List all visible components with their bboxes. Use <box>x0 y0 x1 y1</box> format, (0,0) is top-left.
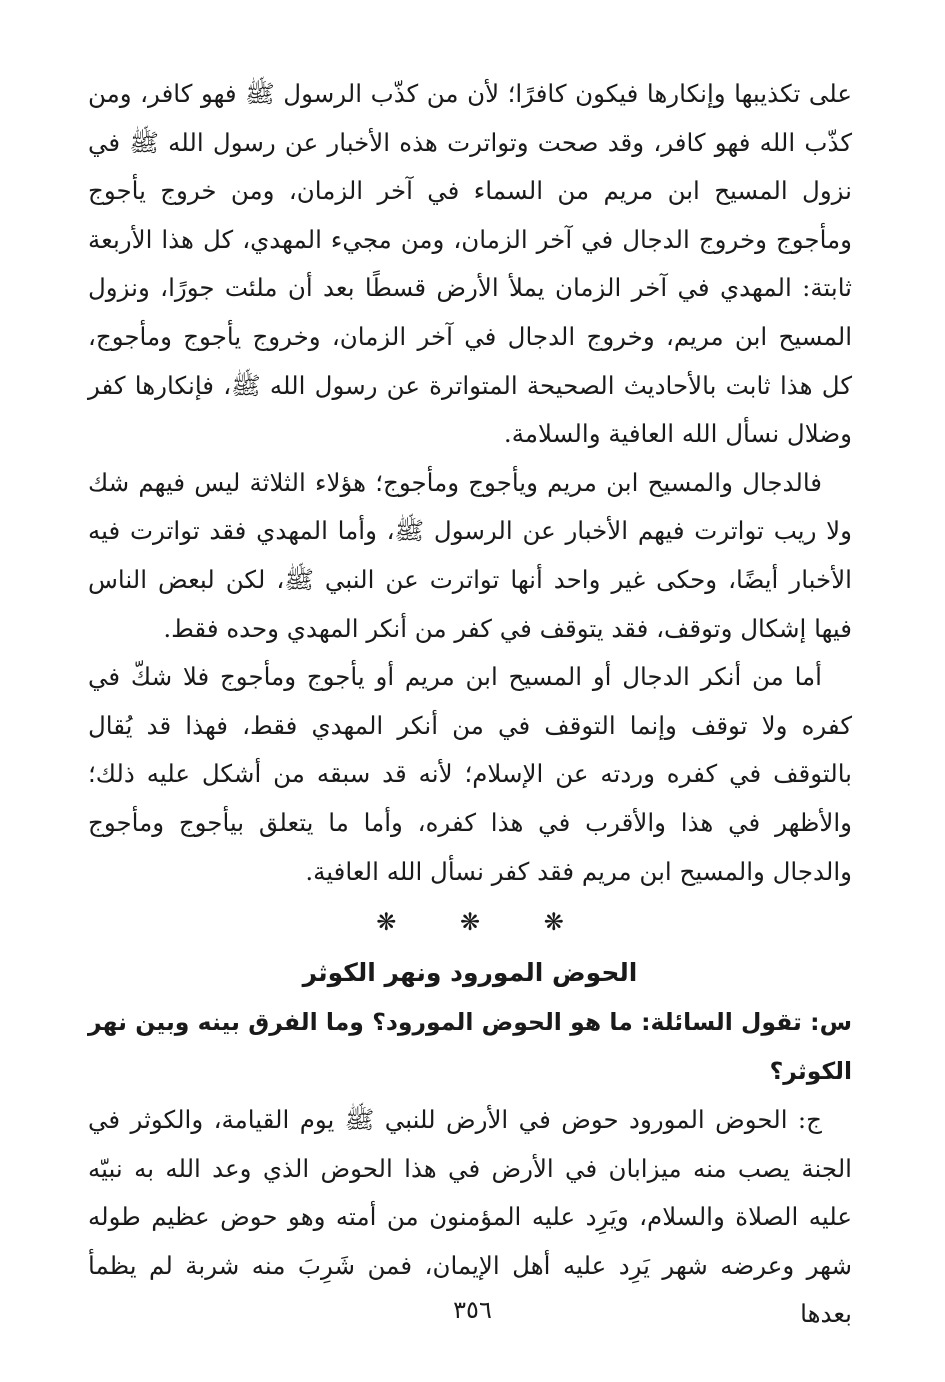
answer-text: ج: الحوض المورود حوض في الأرض للنبي ﷺ يوم القيامة، والكوثر في الجنة يصب منه ميزابان في الأرض في هذا الحوض الذي وعد الله به نبيّه عليه الصلاة والسلام، ويَرِد عليه المؤمنون من أمته وهو حوض عظيم طوله شهر وعرضه شهر يَرِد عليه أهل الإيمان، فمن شَرِبَ منه شربة لم يظمأ بعدها <box>88 1105 852 1329</box>
page-body <box>88 70 852 1339</box>
separator-star-icon: ❋ <box>459 908 481 937</box>
section-title: الحوض المورود ونهر الكوثر <box>302 958 638 988</box>
separator-star-icon: ❋ <box>376 908 397 937</box>
paragraph-2: فالدجال والمسيح ابن مريم ويأجوج ومأجوج؛ هؤلاء الثلاثة ليس فيهم شك ولا ريب تواترت فيهم الأخبار عن الرسول ﷺ، وأما المهدي فقد تواترت فيه الأخبار أيضًا، وحكى غير واحد أنها تواترت عن النبي ﷺ، لكن لبعض الناس فيها إشكال وتوقف، فقد يتوقف في كفر من أنكر المهدي وحده فقط. <box>88 467 852 643</box>
section-separator <box>88 902 852 942</box>
page-number: ٣٥٦ <box>453 1296 492 1324</box>
separator-star-icon: ❋ <box>543 908 564 937</box>
paragraph-1: على تكذيبها وإنكارها فيكون كافرًا؛ لأن من كذّب الرسول ﷺ فهو كافر، ومن كذّب الله فهو كافر، وقد صحت وتواترت هذه الأخبار عن رسول الله ﷺ في نزول المسيح ابن مريم من السماء في آخر الزمان، ومن خروج يأجوج ومأجوج وخروج الدجال في آخر الزمان، ومن مجيء المهدي، كل هذا الأربعة ثابتة: المهدي في آخر الزمان يملأ الأرض قسطًا بعد أن ملئت جورًا، ونزول المسيح ابن مريم، وخروج الدجال في آخر الزمان، وخروج يأجوج ومأجوج، كل هذا ثابت بالأحاديث الصحيحة المتواترة عن رسول الله ﷺ، فإنكارها كفر وضلال نسأل الله العافية والسلامة. <box>88 79 853 449</box>
paragraph-3: أما من أنكر الدجال أو المسيح ابن مريم أو يأجوج ومأجوج فلا شكّ في كفره ولا توقف وإنما التوقف في من أنكر المهدي فقط، فهذا قد يُقال بالتوقف في كفره وردته عن الإسلام؛ لأنه قد سبقه من أشكل عليه ذلك؛ والأظهر في هذا والأقرب في هذا كفره، وأما ما يتعلق بيأجوج ومأجوج والدجال والمسيح ابن مريم فقد كفر نسأل الله العافية. <box>88 662 852 886</box>
question-text: س: تقول السائلة: ما هو الحوض المورود؟ وما الفرق بينه وبين نهر الكوثر؟ <box>88 1008 852 1086</box>
